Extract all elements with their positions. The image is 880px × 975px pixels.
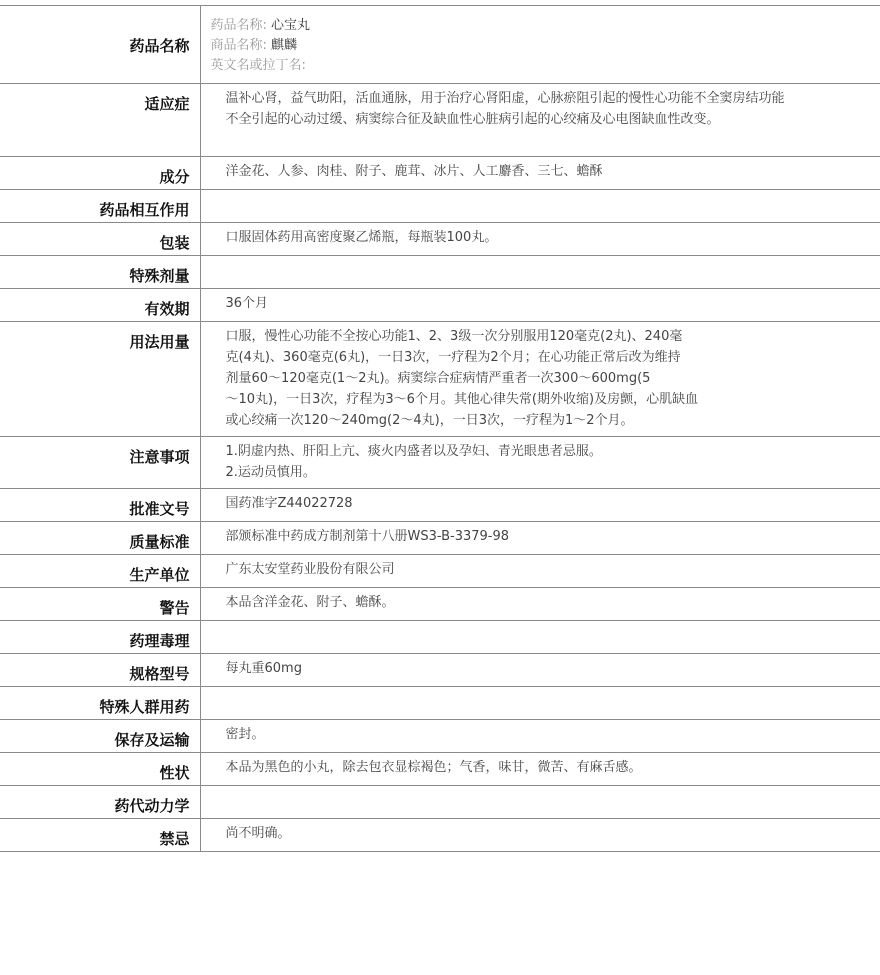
row-dosage xyxy=(0,322,880,437)
trade-name-value: 麒麟 xyxy=(271,38,298,53)
row-label: 药理毒理 xyxy=(0,621,200,654)
row-interactions xyxy=(0,190,880,223)
row-special-dosage xyxy=(0,256,880,289)
row-label: 保存及运输 xyxy=(0,720,200,753)
row-label: 有效期 xyxy=(0,289,200,322)
row-label: 生产单位 xyxy=(0,555,200,588)
row-label: 包装 xyxy=(0,223,200,256)
row-label: 性状 xyxy=(0,753,200,786)
english-name-label: 英文名或拉丁名: xyxy=(210,58,306,73)
text-line: 克(4丸)、360毫克(6丸)，一日3次，一疗程为2个月；在心功能正常后改为维持 xyxy=(225,350,681,365)
row-value xyxy=(200,256,880,289)
row-label: 药品相互作用 xyxy=(0,190,200,223)
row-label: 特殊剂量 xyxy=(0,256,200,289)
row-value xyxy=(200,687,880,720)
row-precautions xyxy=(0,437,880,489)
row-value: 36个月 xyxy=(200,289,880,322)
text-line: 2.运动员慎用。 xyxy=(225,465,316,480)
row-contraindications xyxy=(0,819,880,852)
drug-name-value: 心宝丸 xyxy=(271,18,311,33)
row-value xyxy=(200,190,880,223)
text-line: 1.阴虚内热、肝阳上亢、痰火内盛者以及孕妇、青光眼患者忌服。 xyxy=(225,444,602,459)
row-warning xyxy=(0,588,880,621)
row-packaging xyxy=(0,223,880,256)
row-label: 禁忌 xyxy=(0,819,200,852)
row-appearance xyxy=(0,753,880,786)
row-value: 尚不明确。 xyxy=(200,819,880,852)
row-label: 注意事项 xyxy=(0,437,200,489)
row-value xyxy=(200,786,880,819)
row-label: 特殊人群用药 xyxy=(0,687,200,720)
row-quality-standard xyxy=(0,522,880,555)
row-value xyxy=(200,437,880,489)
row-value: 每丸重60mg xyxy=(200,654,880,687)
row-shelf-life xyxy=(0,289,880,322)
text-line: 口服，慢性心功能不全按心功能1、2、3级一次分别服用120毫克(2丸)、240毫 xyxy=(225,329,683,344)
drug-spec-table xyxy=(0,5,880,852)
row-special-populations xyxy=(0,687,880,720)
trade-name-label: 商品名称: xyxy=(210,38,267,53)
row-value: 国药准字Z44022728 xyxy=(200,489,880,522)
row-label: 适应症 xyxy=(0,84,200,157)
row-label: 规格型号 xyxy=(0,654,200,687)
row-value: 部颁标准中药成方制剂第十八册WS3-B-3379-98 xyxy=(200,522,880,555)
row-value: 本品含洋金花、附子、蟾酥。 xyxy=(200,588,880,621)
row-value: 温补心肾，益气助阳，活血通脉，用于治疗心肾阳虚，心脉瘀阻引起的慢性心功能不全窦房结功能不全引起的心动过缓、病窦综合征及缺血性心脏病引起的心绞痛及心电图缺血性改变。 xyxy=(200,84,880,157)
row-ingredients xyxy=(0,157,880,190)
row-indications xyxy=(0,84,880,157)
row-label: 药品名称 xyxy=(0,6,200,84)
row-label: 批准文号 xyxy=(0,489,200,522)
text-line: 剂量60～120毫克(1～2丸)。病窦综合症病情严重者一次300～600mg(5 xyxy=(225,371,651,386)
row-label: 成分 xyxy=(0,157,200,190)
row-label: 用法用量 xyxy=(0,322,200,437)
row-value: 口服固体药用高密度聚乙烯瓶，每瓶装100丸。 xyxy=(200,223,880,256)
row-label: 警告 xyxy=(0,588,200,621)
row-pharmacokinetics xyxy=(0,786,880,819)
names-cell xyxy=(200,6,880,84)
row-value: 本品为黑色的小丸，除去包衣显棕褐色；气香，味甘，微苦、有麻舌感。 xyxy=(200,753,880,786)
row-value xyxy=(200,621,880,654)
row-label: 质量标准 xyxy=(0,522,200,555)
row-pharmacology xyxy=(0,621,880,654)
row-specification xyxy=(0,654,880,687)
row-storage xyxy=(0,720,880,753)
row-value xyxy=(200,322,880,437)
drug-name-label: 药品名称: xyxy=(210,18,267,33)
text-line: 或心绞痛一次120～240mg(2～4丸)，一日3次，一疗程为1～2个月。 xyxy=(225,413,634,428)
row-label: 药代动力学 xyxy=(0,786,200,819)
row-approval-number xyxy=(0,489,880,522)
row-manufacturer xyxy=(0,555,880,588)
row-value: 广东太安堂药业股份有限公司 xyxy=(200,555,880,588)
row-value: 密封。 xyxy=(200,720,880,753)
row-drug-names xyxy=(0,6,880,84)
text-line: ～10丸)，一日3次，疗程为3～6个月。其他心律失常(期外收缩)及房颤，心肌缺血 xyxy=(225,392,699,407)
row-value: 洋金花、人参、肉桂、附子、鹿茸、冰片、人工麝香、三七、蟾酥 xyxy=(200,157,880,190)
